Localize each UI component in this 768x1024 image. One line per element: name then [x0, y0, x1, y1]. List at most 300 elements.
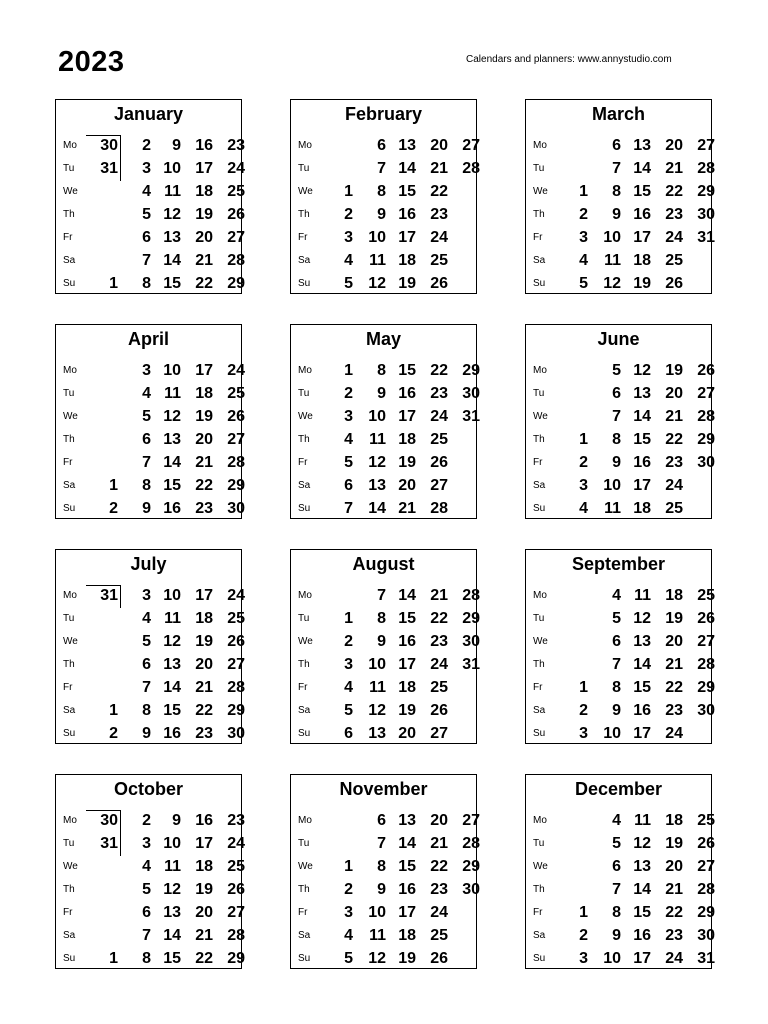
month-may [290, 324, 480, 519]
day-number: 18 [195, 858, 213, 875]
weekday-label: Sa [533, 930, 546, 941]
day-number: 4 [142, 183, 151, 200]
day-number: 6 [344, 477, 353, 494]
day-number: 25 [430, 927, 448, 944]
day-number: 1 [579, 431, 588, 448]
week-row-tu [526, 832, 715, 855]
day-number: 7 [612, 656, 621, 673]
day-number: 3 [344, 229, 353, 246]
day-number: 30 [697, 206, 715, 223]
week-row-su [526, 497, 711, 520]
day-number: 7 [612, 160, 621, 177]
week-row-mo [526, 359, 715, 382]
day-number: 7 [377, 160, 386, 177]
day-number: 16 [398, 881, 416, 898]
day-number: 4 [612, 587, 621, 604]
weekday-label: Th [63, 659, 75, 670]
day-number: 29 [462, 362, 480, 379]
weekday-label: Sa [533, 255, 546, 266]
day-number: 17 [195, 160, 213, 177]
week-row-th [526, 653, 715, 676]
weekday-label: We [533, 411, 548, 422]
day-number: 3 [142, 587, 151, 604]
day-number: 28 [697, 408, 715, 425]
weekday-label: Mo [298, 590, 312, 601]
day-number: 24 [430, 229, 448, 246]
day-number: 6 [142, 431, 151, 448]
weekday-label: We [533, 186, 548, 197]
day-number: 29 [227, 275, 245, 292]
day-number: 14 [368, 500, 386, 517]
day-number: 10 [603, 229, 621, 246]
day-number: 10 [368, 656, 386, 673]
week-row-tu [56, 382, 245, 405]
day-number: 8 [142, 477, 151, 494]
day-number: 14 [163, 252, 181, 269]
day-number: 12 [368, 950, 386, 967]
day-number: 4 [344, 252, 353, 269]
month-september [525, 549, 715, 744]
week-row-we [56, 630, 245, 653]
week-row-fr [526, 901, 715, 924]
week-row-su [56, 947, 245, 970]
month-name: February [344, 104, 423, 124]
day-number: 18 [195, 183, 213, 200]
day-number: 4 [612, 812, 621, 829]
weekday-label: Fr [298, 232, 308, 243]
day-number: 15 [633, 431, 651, 448]
day-number: 24 [227, 362, 245, 379]
day-number: 24 [430, 656, 448, 673]
day-number: 22 [195, 702, 213, 719]
week-row-sa [526, 474, 711, 497]
day-number: 29 [227, 702, 245, 719]
day-number: 11 [164, 858, 181, 875]
day-number: 3 [142, 160, 151, 177]
day-number: 20 [195, 229, 213, 246]
weekday-label: Th [63, 209, 75, 220]
weekday-label: We [63, 186, 78, 197]
week-row-th [291, 653, 480, 676]
day-number: 8 [377, 858, 386, 875]
day-number: 18 [665, 587, 683, 604]
weekday-label: Th [63, 434, 75, 445]
month-name: April [127, 329, 169, 349]
day-number: 15 [163, 275, 181, 292]
day-number: 18 [398, 927, 416, 944]
week-row-we [526, 180, 715, 203]
week-row-mo [56, 584, 245, 607]
day-number: 15 [633, 679, 651, 696]
weekday-label: Mo [63, 590, 77, 601]
day-number: 23 [665, 927, 683, 944]
day-number: 22 [195, 950, 213, 967]
week-row-sa [291, 249, 476, 272]
week-row-fr [291, 226, 476, 249]
day-number: 3 [579, 950, 588, 967]
month-april [55, 324, 245, 519]
day-number: 1 [579, 183, 588, 200]
day-number: 19 [398, 454, 416, 471]
day-number: 25 [227, 610, 245, 627]
week-row-tu [291, 382, 480, 405]
day-number: 7 [612, 408, 621, 425]
week-row-fr [56, 901, 245, 924]
week-row-fr [56, 226, 245, 249]
day-number: 4 [142, 385, 151, 402]
day-number: 14 [398, 587, 416, 604]
day-number: 20 [398, 477, 416, 494]
day-number: 6 [142, 904, 151, 921]
day-number: 9 [142, 500, 151, 517]
day-number: 8 [142, 702, 151, 719]
day-number: 31 [462, 656, 480, 673]
day-number: 10 [368, 408, 386, 425]
day-number: 6 [612, 633, 621, 650]
day-number: 28 [697, 160, 715, 177]
day-number: 9 [377, 385, 386, 402]
day-number: 14 [633, 160, 651, 177]
week-row-su [526, 272, 711, 295]
day-number: 7 [142, 927, 151, 944]
month-name: January [113, 104, 184, 124]
day-number: 23 [430, 633, 448, 650]
day-number: 24 [227, 835, 245, 852]
day-number: 12 [163, 881, 181, 898]
week-row-su [526, 722, 711, 745]
day-number: 11 [164, 610, 181, 627]
day-number: 28 [462, 835, 480, 852]
week-row-th [56, 653, 245, 676]
day-number: 26 [227, 881, 245, 898]
week-row-th [291, 878, 480, 901]
month-august [290, 549, 480, 744]
month-name: October [113, 779, 183, 799]
weekday-label: Su [533, 728, 546, 739]
day-number: 7 [377, 835, 386, 852]
day-number: 4 [344, 679, 353, 696]
day-number: 26 [697, 835, 715, 852]
day-number: 20 [195, 904, 213, 921]
day-number: 20 [665, 137, 683, 154]
month-name: March [591, 104, 645, 124]
month-november [290, 774, 480, 969]
day-number: 23 [665, 702, 683, 719]
week-row-sa [291, 474, 476, 497]
month-name: November [339, 779, 428, 799]
day-number: 11 [604, 500, 621, 517]
day-number: 13 [633, 137, 651, 154]
day-number: 14 [633, 656, 651, 673]
weekday-label: Th [533, 884, 545, 895]
day-number: 22 [430, 183, 448, 200]
week-row-we [291, 405, 480, 428]
day-number: 30 [697, 454, 715, 471]
day-number: 13 [163, 229, 181, 246]
day-number: 19 [665, 835, 683, 852]
week-row-th [291, 428, 476, 451]
day-number: 27 [227, 229, 245, 246]
day-number: 25 [430, 679, 448, 696]
day-number: 21 [430, 835, 448, 852]
day-number: 18 [195, 610, 213, 627]
day-number: 2 [579, 454, 588, 471]
weekday-label: Tu [298, 838, 310, 849]
weekday-label: Tu [63, 838, 75, 849]
day-number: 22 [665, 904, 683, 921]
weekday-label: Tu [533, 163, 545, 174]
day-number: 28 [227, 252, 245, 269]
day-number: 13 [368, 725, 386, 742]
weekday-label: Su [533, 278, 546, 289]
weekday-label: Tu [533, 388, 545, 399]
month-february [290, 99, 480, 294]
day-number: 20 [665, 385, 683, 402]
weekday-label: Th [298, 209, 310, 220]
week-row-mo [291, 359, 480, 382]
weekday-label: Fr [63, 232, 73, 243]
day-number: 25 [665, 500, 683, 517]
day-number: 20 [430, 812, 448, 829]
day-number: 12 [603, 275, 621, 292]
week-row-sa [56, 249, 245, 272]
weekday-label: Su [298, 503, 311, 514]
week-row-mo [56, 134, 245, 157]
weekday-label: Mo [533, 815, 547, 826]
day-number: 1 [109, 275, 118, 292]
day-number: 23 [665, 454, 683, 471]
day-number: 21 [430, 160, 448, 177]
day-number: 1 [344, 362, 353, 379]
day-number: 22 [665, 431, 683, 448]
weekday-label: Su [533, 953, 546, 964]
day-number: 4 [579, 252, 588, 269]
day-number: 11 [164, 183, 181, 200]
day-number: 14 [398, 160, 416, 177]
week-row-fr [526, 676, 715, 699]
day-number: 9 [612, 206, 621, 223]
day-number: 16 [398, 385, 416, 402]
day-number: 30 [227, 725, 245, 742]
day-number: 17 [398, 408, 416, 425]
day-number: 24 [665, 725, 683, 742]
weekday-label: Mo [298, 815, 312, 826]
day-number: 24 [430, 408, 448, 425]
day-number: 23 [430, 385, 448, 402]
day-number: 12 [633, 835, 651, 852]
week-row-tu [56, 157, 245, 180]
day-number: 11 [369, 679, 386, 696]
day-number: 30 [100, 812, 118, 829]
weekday-label: Th [533, 659, 545, 670]
day-number: 8 [612, 431, 621, 448]
day-number: 13 [398, 137, 416, 154]
month-name: July [130, 554, 167, 574]
weekday-label: Mo [63, 365, 77, 376]
month-october [55, 774, 245, 969]
week-row-sa [291, 699, 476, 722]
day-number: 4 [344, 431, 353, 448]
day-number: 22 [195, 275, 213, 292]
day-number: 28 [430, 500, 448, 517]
weekday-label: Mo [63, 815, 77, 826]
week-row-sa [56, 924, 245, 947]
weekday-label: Su [298, 728, 311, 739]
day-number: 9 [612, 454, 621, 471]
day-number: 24 [227, 160, 245, 177]
day-number: 27 [430, 725, 448, 742]
weekday-label: Fr [533, 682, 543, 693]
day-number: 20 [430, 137, 448, 154]
day-number: 3 [344, 656, 353, 673]
month-january [55, 99, 245, 294]
day-number: 23 [227, 137, 245, 154]
day-number: 25 [697, 587, 715, 604]
week-row-sa [56, 474, 245, 497]
week-row-su [56, 497, 245, 520]
day-number: 25 [697, 812, 715, 829]
day-number: 4 [344, 927, 353, 944]
day-number: 17 [633, 477, 651, 494]
day-number: 2 [344, 385, 353, 402]
weekday-label: Tu [533, 838, 545, 849]
day-number: 31 [697, 229, 715, 246]
day-number: 1 [344, 610, 353, 627]
day-number: 20 [665, 633, 683, 650]
weekday-label: Sa [533, 705, 546, 716]
weekday-label: Fr [63, 682, 73, 693]
day-number: 10 [603, 477, 621, 494]
day-number: 21 [398, 500, 416, 517]
day-number: 16 [163, 500, 181, 517]
day-number: 26 [430, 454, 448, 471]
day-number: 18 [633, 500, 651, 517]
day-number: 28 [462, 587, 480, 604]
day-number: 23 [195, 725, 213, 742]
day-number: 6 [612, 137, 621, 154]
week-row-sa [526, 924, 715, 947]
weekday-label: Tu [533, 613, 545, 624]
week-row-su [56, 722, 245, 745]
day-number: 17 [398, 229, 416, 246]
weekday-label: Tu [63, 163, 75, 174]
week-row-we [56, 180, 245, 203]
day-number: 26 [227, 408, 245, 425]
day-number: 17 [398, 904, 416, 921]
day-number: 22 [195, 477, 213, 494]
weekday-label: Sa [533, 480, 546, 491]
day-number: 12 [163, 206, 181, 223]
day-number: 12 [633, 610, 651, 627]
day-number: 2 [109, 725, 118, 742]
day-number: 17 [195, 587, 213, 604]
day-number: 21 [665, 408, 683, 425]
day-number: 12 [368, 275, 386, 292]
weekday-label: Sa [298, 705, 311, 716]
day-number: 15 [398, 858, 416, 875]
day-number: 10 [368, 229, 386, 246]
day-number: 25 [227, 858, 245, 875]
weekday-label: Mo [298, 365, 312, 376]
day-number: 12 [633, 362, 651, 379]
week-row-fr [526, 226, 715, 249]
day-number: 1 [579, 904, 588, 921]
week-row-we [291, 180, 476, 203]
week-row-we [526, 630, 715, 653]
day-number: 12 [163, 633, 181, 650]
day-number: 12 [163, 408, 181, 425]
day-number: 14 [163, 454, 181, 471]
day-number: 9 [142, 725, 151, 742]
day-number: 30 [697, 927, 715, 944]
weekday-label: Sa [298, 930, 311, 941]
month-december [525, 774, 715, 969]
weekday-label: Fr [298, 682, 308, 693]
day-number: 18 [398, 679, 416, 696]
day-number: 4 [142, 858, 151, 875]
week-row-mo [56, 359, 245, 382]
week-row-sa [56, 699, 245, 722]
day-number: 8 [612, 183, 621, 200]
day-number: 7 [612, 881, 621, 898]
day-number: 28 [462, 160, 480, 177]
week-row-fr [526, 451, 715, 474]
weekday-label: Mo [298, 140, 312, 151]
credit-text: Calendars and planners: www.annystudio.com [466, 54, 672, 65]
day-number: 11 [369, 252, 386, 269]
week-row-sa [526, 699, 715, 722]
day-number: 21 [195, 252, 213, 269]
week-row-th [526, 878, 715, 901]
day-number: 17 [398, 656, 416, 673]
weekday-label: Sa [298, 255, 311, 266]
week-row-we [526, 855, 715, 878]
month-july [55, 549, 245, 744]
day-number: 21 [665, 881, 683, 898]
day-number: 10 [603, 725, 621, 742]
day-number: 1 [344, 183, 353, 200]
day-number: 14 [398, 835, 416, 852]
weekday-label: We [533, 636, 548, 647]
day-number: 1 [109, 702, 118, 719]
day-number: 22 [665, 183, 683, 200]
day-number: 9 [612, 927, 621, 944]
day-number: 14 [163, 927, 181, 944]
day-number: 30 [462, 881, 480, 898]
day-number: 8 [142, 950, 151, 967]
day-number: 27 [227, 904, 245, 921]
day-number: 2 [344, 206, 353, 223]
week-row-tu [526, 607, 715, 630]
week-row-mo [291, 809, 480, 832]
day-number: 22 [665, 679, 683, 696]
weekday-label: Fr [533, 232, 543, 243]
week-row-fr [291, 451, 476, 474]
week-row-th [526, 428, 715, 451]
week-row-tu [291, 157, 480, 180]
day-number: 31 [100, 160, 118, 177]
month-name: May [365, 329, 401, 349]
weekday-label: Fr [533, 907, 543, 918]
weekday-label: Mo [533, 365, 547, 376]
day-number: 25 [665, 252, 683, 269]
day-number: 28 [697, 656, 715, 673]
day-number: 8 [377, 610, 386, 627]
day-number: 24 [665, 477, 683, 494]
day-number: 21 [195, 927, 213, 944]
day-number: 6 [377, 137, 386, 154]
day-number: 8 [377, 183, 386, 200]
